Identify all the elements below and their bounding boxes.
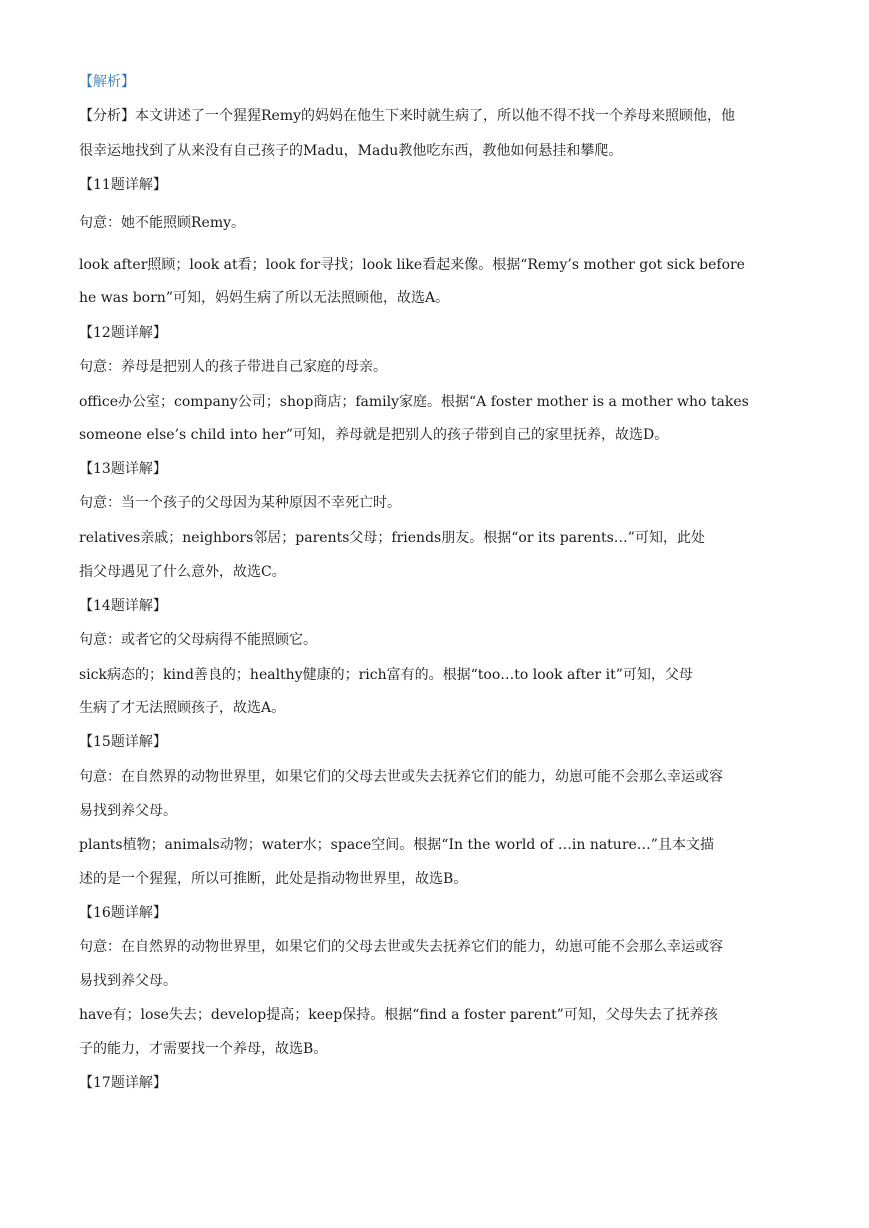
q12-meaning: 句意：养母是把别人的孩子带进自己家庭的母亲。 <box>79 359 387 375</box>
q15-explain-1: plants植物；animals动物；water水；space空间。根据“In the world of …in nature…”且本文描 <box>79 837 714 853</box>
q13-heading: 【13题详解】 <box>79 461 167 477</box>
analysis-line-2: 很幸运地找到了从来没有自己孩子的Madu，Madu教他吃东西，教他如何悬挂和攀爬。 <box>79 143 623 159</box>
analysis-line-1: 【分析】本文讲述了一个猩猩Remy的妈妈在他生下来时就生病了，所以他不得不找一个养母来照顾他，他 <box>79 108 736 124</box>
analysis-title: 【解析】 <box>79 74 135 90</box>
q14-explain-2: 生病了才无法照顾孩子，故选A。 <box>79 700 286 716</box>
q14-explain-1: sick病态的；kind善良的；healthy健康的；rich富有的。根据“too…to look after it”可知，父母 <box>79 667 693 683</box>
q14-meaning: 句意：或者它的父母病得不能照顾它。 <box>79 632 317 648</box>
q14-heading: 【14题详解】 <box>79 598 167 614</box>
q13-explain-1: relatives亲戚；neighbors邻居；parents父母；friends朋友。根据“or its parents…”可知，此处 <box>79 530 705 546</box>
q11-meaning: 句意：她不能照顾Remy。 <box>79 215 246 231</box>
q15-meaning-2: 易找到养父母。 <box>79 803 177 819</box>
q13-meaning: 句意：当一个孩子的父母因为某种原因不幸死亡时。 <box>79 495 401 511</box>
q16-explain-2: 子的能力，才需要找一个养母，故选B。 <box>79 1041 328 1057</box>
q11-heading: 【11题详解】 <box>79 177 167 193</box>
q12-explain-1: office办公室；company公司；shop商店；family家庭。根据“A foster mother is a mother who takes <box>79 394 749 410</box>
q16-meaning-2: 易找到养父母。 <box>79 973 177 989</box>
q12-explain-2: someone else’s child into her”可知，养母就是把别人的孩子带到自己的家里抚养，故选D。 <box>79 427 669 443</box>
q11-explain-2: he was born”可知，妈妈生病了所以无法照顾他，故选A。 <box>79 290 450 306</box>
q15-explain-2: 述的是一个猩猩，所以可推断，此处是指动物世界里，故选B。 <box>79 871 468 887</box>
q16-heading: 【16题详解】 <box>79 905 167 921</box>
q15-heading: 【15题详解】 <box>79 734 167 750</box>
q11-explain-1: look after照顾；look at看；look for寻找；look like看起来像。根据“Remy’s mother got sick before <box>79 257 745 273</box>
q15-meaning-1: 句意：在自然界的动物世界里，如果它们的父母去世或失去抚养它们的能力，幼崽可能不会那么幸运或容 <box>79 769 723 785</box>
q13-explain-2: 指父母遇见了什么意外，故选C。 <box>79 564 286 580</box>
q12-heading: 【12题详解】 <box>79 325 167 341</box>
q16-meaning-1: 句意：在自然界的动物世界里，如果它们的父母去世或失去抚养它们的能力，幼崽可能不会那么幸运或容 <box>79 939 723 955</box>
q16-explain-1: have有；lose失去；develop提高；keep保持。根据“find a foster parent”可知，父母失去了抚养孩 <box>79 1007 718 1023</box>
q17-heading: 【17题详解】 <box>79 1075 167 1091</box>
